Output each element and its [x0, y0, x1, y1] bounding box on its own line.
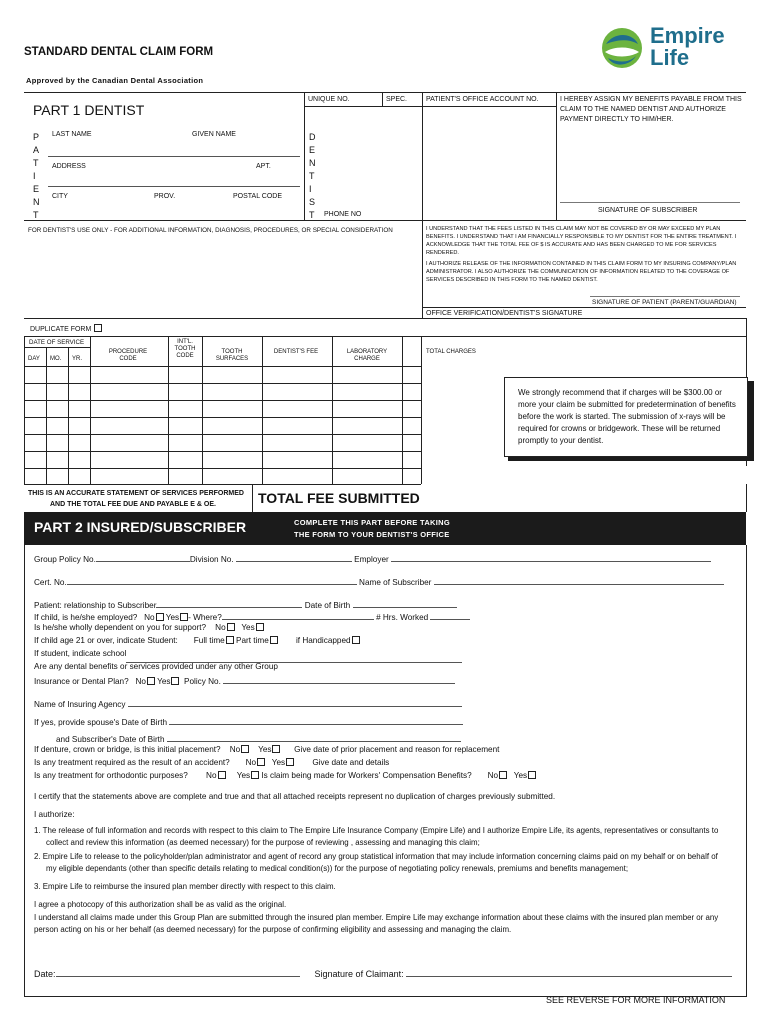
prov-label: PROV.	[154, 193, 176, 200]
denture-yes-label: Yes	[258, 745, 272, 754]
authorize-item-2b: my eligible dependants (other than specific details relating to medical condition(s)) for the purpose of negotiating policy renewals, premiums and benefits management;	[46, 864, 629, 873]
authorize-item-1b: collect and review this information (as deemed necessary) for the purpose of reviewing , assessing and managing this claim;	[46, 838, 480, 847]
full-time-checkbox[interactable]	[226, 636, 234, 644]
other-group-label-1: Are any dental benefits or services provided under any other Group	[34, 662, 278, 671]
relationship-label: Patient: relationship to Subscriber	[34, 601, 157, 610]
full-time-label: Full time	[193, 636, 225, 645]
vertical-letter: T	[309, 210, 315, 220]
date-field[interactable]	[56, 968, 300, 977]
child-employed-no-checkbox[interactable]	[156, 613, 164, 621]
accident-label: Is any treatment required as the result of an accident?	[34, 758, 230, 767]
where-label: - Where?	[188, 613, 222, 622]
dependent-no-checkbox[interactable]	[227, 623, 235, 631]
cert-no-label: Cert. No.	[34, 578, 67, 587]
last-name-label: LAST NAME	[52, 131, 92, 138]
vertical-letter: T	[309, 171, 315, 181]
signature-claimant-label: Signature of Claimant:	[314, 969, 404, 979]
dependent-no-label: No	[215, 623, 226, 632]
child-employed-no-label: No	[144, 613, 155, 622]
form-title: STANDARD DENTAL CLAIM FORM	[24, 46, 214, 58]
spouse-dob-field[interactable]	[169, 716, 463, 725]
given-name-label: GIVEN NAME	[192, 131, 236, 138]
dob-label: Date of Birth	[304, 601, 351, 610]
other-group-yes-checkbox[interactable]	[171, 677, 179, 685]
vertical-letter: A	[33, 145, 40, 155]
vertical-letter: P	[33, 132, 40, 142]
dependent-label: Is he/she wholly dependent on you for support?	[34, 623, 207, 632]
see-reverse-label: SEE REVERSE FOR MORE INFORMATION	[546, 995, 726, 1005]
subscriber-dob-field[interactable]	[167, 733, 461, 742]
vertical-letter: S	[309, 197, 316, 207]
duplicate-form-checkbox[interactable]	[94, 324, 102, 332]
complete-part-2: THE FORM TO YOUR DENTIST'S OFFICE	[294, 530, 450, 539]
other-group-label-2: Insurance or Dental Plan?	[34, 677, 129, 686]
authorize-label: I authorize:	[34, 810, 75, 819]
patient-vertical-label	[33, 131, 41, 222]
accident-yes-label: Yes	[271, 758, 286, 767]
dentist-use-label: FOR DENTIST'S USE ONLY - FOR ADDITIONAL INFORMATION, DIAGNOSIS, PROCEDURES, OR SPECIAL CONSIDERATION	[28, 227, 393, 234]
workers-comp-yes-checkbox[interactable]	[528, 771, 536, 779]
name-subscriber-label: Name of Subscriber	[359, 578, 432, 587]
vertical-letter: D	[309, 132, 316, 142]
workers-comp-label: Is claim being made for Workers' Compensation Benefits?	[261, 771, 472, 780]
other-group-yes-label: Yes	[157, 677, 171, 686]
policy-no-field[interactable]	[223, 675, 455, 684]
workers-comp-yes-label: Yes	[513, 771, 528, 780]
city-label: CITY	[52, 193, 68, 200]
subscriber-dob-label: and Subscriber's Date of Birth	[56, 735, 165, 744]
authorize-item-3: 3. Empire Life to reimburse the insured plan member directly with respect to this claim.	[34, 882, 336, 891]
dentists-fee-label: DENTIST'S FEE	[273, 349, 319, 355]
relationship-field[interactable]	[156, 599, 302, 608]
age21-label: If child age 21 or over, indicate Student:	[34, 636, 178, 645]
logo-mark-icon	[600, 26, 644, 70]
office-account-label: PATIENT'S OFFICE ACCOUNT NO.	[426, 96, 539, 103]
where-field[interactable]	[222, 611, 374, 620]
school-label: If student, indicate school	[34, 649, 127, 658]
ortho-no-checkbox[interactable]	[218, 771, 226, 779]
policy-no-label: Policy No.	[184, 677, 221, 686]
signature-subscriber-label: SIGNATURE OF SUBSCRIBER	[598, 207, 698, 214]
accident-yes-checkbox[interactable]	[286, 758, 294, 766]
denture-no-checkbox[interactable]	[241, 745, 249, 753]
logo-text-life: Life	[650, 45, 690, 70]
denture-no-label: No	[229, 745, 241, 754]
ortho-no-label: No	[206, 771, 217, 780]
signature-claimant-field[interactable]	[406, 968, 732, 977]
group-policy-field[interactable]	[96, 553, 190, 562]
spec-label: SPEC.	[386, 96, 408, 103]
total-charges-label: TOTAL CHARGES	[426, 349, 476, 355]
workers-comp-no-label: No	[487, 771, 499, 780]
vertical-letter: I	[309, 184, 312, 194]
form-subtitle: Approved by the Canadian Dental Association	[26, 76, 204, 85]
mo-label: MO.	[50, 356, 62, 362]
address-label: ADDRESS	[52, 163, 86, 170]
predetermination-text: We strongly recommend that if charges will be $300.00 or more your claim be submitted for predetermination of benefits before the work is started. The submission of x-rays will be required for crowns or bridgework. These will be returned promptly to your dentist.	[518, 388, 736, 445]
division-label: Division No.	[189, 555, 234, 564]
hrs-worked-field[interactable]	[430, 611, 470, 620]
dependent-yes-checkbox[interactable]	[256, 623, 264, 631]
understand-claims-a: I understand all claims made under this Group Plan are submitted through the insured plan member. Empire Life may exchange information about these claims with the insured plan member or any	[34, 913, 719, 922]
employer-field[interactable]	[391, 553, 711, 562]
yr-label: YR.	[72, 356, 83, 362]
complete-part-1: COMPLETE THIS PART BEFORE TAKING	[294, 518, 450, 527]
day-label: DAY	[28, 356, 40, 362]
handicapped-label: if Handicapped	[295, 636, 351, 645]
insuring-agency-field[interactable]	[128, 698, 462, 707]
part1-title: PART 1 DENTIST	[33, 102, 145, 118]
handicapped-checkbox[interactable]	[352, 636, 360, 644]
intl-tooth-code-label: INT'L. TOOTH CODE	[174, 339, 196, 359]
insuring-agency-label: Name of Insuring Agency	[34, 700, 126, 709]
duplicate-form-label: DUPLICATE FORM	[30, 324, 102, 334]
office-verification-label: OFFICE VERIFICATION/DENTIST'S SIGNATURE	[426, 310, 583, 317]
unique-no-label: UNIQUE NO.	[308, 96, 350, 103]
ortho-yes-label: Yes	[236, 771, 251, 780]
assign-benefits-text: I HEREBY ASSIGN MY BENEFITS PAYABLE FROM THIS CLAIM TO THE NAMED DENTIST AND AUTHORIZE PAYMENT DIRECTLY TO HIM/HER.	[560, 96, 742, 123]
vertical-letter: T	[33, 210, 39, 220]
accident-no-label: No	[245, 758, 257, 767]
prior-placement-label: Give date of prior placement and reason for replacement	[294, 745, 500, 754]
empire-life-logo	[600, 24, 740, 70]
ortho-yes-checkbox[interactable]	[251, 771, 259, 779]
logo-text-empire: Empire	[650, 23, 725, 48]
denture-yes-checkbox[interactable]	[272, 745, 280, 753]
accurate-statement-2: AND THE TOTAL FEE DUE AND PAYABLE E & OE.	[50, 501, 216, 508]
other-group-no-checkbox[interactable]	[147, 677, 155, 685]
vertical-letter: N	[309, 158, 316, 168]
understand-fees-text: I UNDERSTAND THAT THE FEES LISTED IN THIS CLAIM MAY NOT BE COVERED BY OR MAY EXCEED MY PLAN BENEFITS. I UNDERSTAND THAT I AM FINANCIALLY RESPONSIBLE TO MY DENTIST FOR THE ENTIRE TREATMENT. I ACKNOWLEDGE THAT THE TOTAL FEE OF $ IS ACCURATE AND HAS BEEN CHARGED TO ME FOR SERVICES RENDERED.	[426, 226, 737, 256]
photocopy-text: I agree a photocopy of this authorization shall be as valid as the original.	[34, 900, 287, 909]
group-policy-label: Group Policy No.	[34, 555, 96, 564]
part-time-checkbox[interactable]	[270, 636, 278, 644]
dob-field[interactable]	[353, 599, 457, 608]
cert-no-field[interactable]	[67, 576, 357, 585]
apt-label: APT.	[256, 163, 271, 170]
accident-no-checkbox[interactable]	[257, 758, 265, 766]
child-employed-yes-label: Yes	[165, 613, 180, 622]
understand-claims-b: person acting on his or her behalf (as deemed necessary) for the purpose of confirming eligibility and assessing and managing the claim.	[34, 925, 512, 934]
certify-text: I certify that the statements above are complete and true and that all attached receipts represent no duplication of charges previously submitted.	[34, 792, 556, 801]
accurate-statement-1: THIS IS AN ACCURATE STATEMENT OF SERVICES PERFORMED	[28, 490, 244, 497]
laboratory-charge-label: LABORATORY CHARGE	[346, 349, 388, 362]
child-employed-yes-checkbox[interactable]	[180, 613, 188, 621]
part-time-label: Part time	[236, 636, 269, 645]
date-label: Date:	[34, 969, 56, 979]
ortho-label: Is any treatment for orthodontic purposes?	[34, 771, 188, 780]
total-fee-submitted-label: TOTAL FEE SUBMITTED	[258, 490, 420, 506]
phone-no-label: PHONE NO	[324, 211, 362, 218]
date-of-service-label: DATE OF SERVICE	[29, 339, 85, 346]
denture-label: If denture, crown or bridge, is this initial placement?	[34, 745, 221, 754]
dependent-yes-label: Yes	[241, 623, 255, 632]
signature-patient-label: SIGNATURE OF PATIENT (PARENT/GUARDIAN)	[592, 299, 737, 306]
vertical-letter: E	[33, 184, 40, 194]
give-date-label: Give date and details	[312, 758, 390, 767]
vertical-letter: T	[33, 158, 39, 168]
postal-code-label: POSTAL CODE	[233, 193, 283, 200]
other-group-no-label: No	[135, 677, 146, 686]
division-field[interactable]	[236, 553, 352, 562]
procedure-code-label: PROCEDURE CODE	[108, 349, 148, 362]
workers-comp-no-checkbox[interactable]	[499, 771, 507, 779]
spouse-dob-label: If yes, provide spouse's Date of Birth	[34, 718, 168, 727]
vertical-letter: I	[33, 171, 36, 181]
authorize-release-text: I AUTHORIZE RELEASE OF THE INFORMATION CONTAINED IN THIS CLAIM FORM TO MY INSURING COMPANY/PLAN ADMINISTRATOR. I ALSO AUTHORIZE THE COMMUNICATION OF INFORMATION RELATED TO THE COVERAGE OF SERVICES DESCRIBED IN THIS FORM TO THE NAMED DENTIST.	[426, 261, 737, 283]
part2-title: PART 2 INSURED/SUBSCRIBER	[34, 519, 247, 535]
employer-label: Employer	[354, 555, 389, 564]
authorize-item-2a: 2. Empire Life to release to the policyholder/plan administrator and agent of record any group statistical information that may include information concerning claims paid on my behalf or on behalf of	[34, 852, 718, 861]
authorize-item-1a: 1. The release of full information and records with respect to this claim to The Empire Life Insurance Company (Empire Life) and I authorize Empire Life, its agents, representatives or consultants to	[34, 826, 719, 835]
dentist-vertical-label	[309, 131, 317, 222]
vertical-letter: E	[309, 145, 316, 155]
tooth-surfaces-label: TOOTH SURFACES	[215, 349, 249, 362]
hrs-worked-label: # Hrs. Worked	[376, 613, 429, 622]
child-employed-label: If child, is he/she employed?	[34, 613, 138, 622]
vertical-letter: N	[33, 197, 40, 207]
name-subscriber-field[interactable]	[434, 576, 724, 585]
